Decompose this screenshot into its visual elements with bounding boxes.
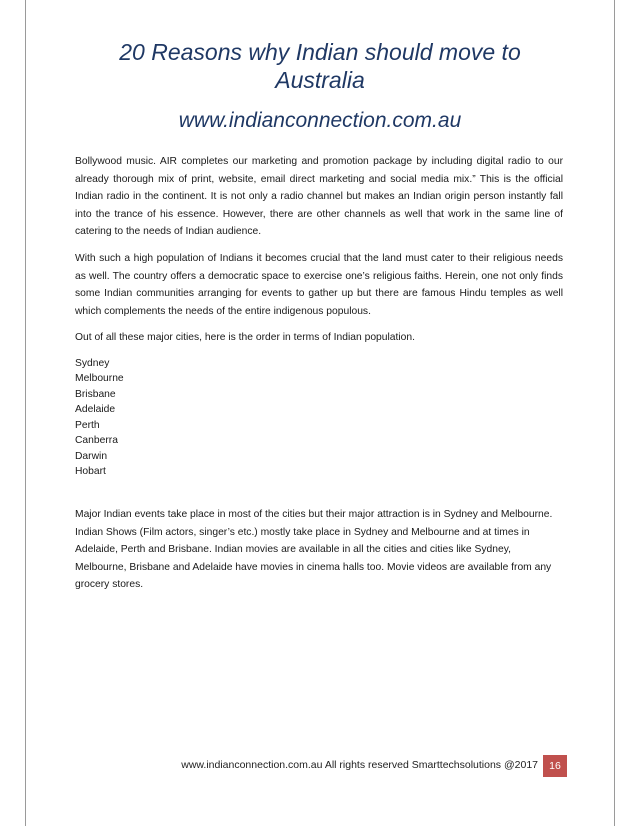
page-title: 20 Reasons why Indian should move to Australia: [119, 39, 521, 93]
page-footer: [0, 755, 638, 777]
city-list: [75, 356, 563, 480]
city-item: Brisbane: [75, 388, 116, 400]
paragraph-radio: Bollywood music. AIR completes our marketing and promotion package by including digital radio to our already thorough mix of print, website, email direct marketing and social media mix.” This is the official Indian radio in the continent. It is not only a radio channel but makes an Indian origin person instantly fall into the trance of his essence. However, there are other channels as well that work in the same line of catering to the needs of Indian audience.: [75, 156, 563, 238]
city-item: Canberra: [75, 435, 118, 447]
city-item: Sydney: [75, 357, 110, 369]
city-item: Perth: [75, 419, 100, 431]
site-url: www.indianconnection.com.au: [178, 109, 462, 132]
paragraph-events: Major Indian events take place in most of the cities but their major attraction is in Sydney and Melbourne. Indian Shows (Film actors, singer’s etc.) mostly take place in Sydney and Melbourne and at times in Adelaide, Perth and Brisbane. Indian movies are available in all the cities and cities like Sydney, Melbourne, Brisbane and Adelaide have movies in cinema halls too. Movie videos are available from any grocery stores.: [75, 508, 553, 591]
page-number: 16: [543, 755, 567, 777]
city-item: Melbourne: [75, 373, 124, 385]
paragraph-religion: With such a high population of Indians it becomes crucial that the land must cater to their religious needs as well. The country offers a democratic space to exercise one’s religious faiths. Herein, one not only finds some Indian communities arranging for events to gather up but there are famous Hindu temples as well which complements the needs of the entire indigenous populous.: [75, 252, 563, 317]
document-body: [75, 153, 563, 603]
city-item: Adelaide: [75, 404, 116, 416]
paragraph-city-intro: Out of all these major cities, here is the order in terms of Indian population.: [75, 332, 415, 344]
city-item: Darwin: [75, 450, 108, 462]
footer-text: www.indianconnection.com.au All rights reserved Smarttechsolutions @2017: [181, 759, 538, 771]
city-item: Hobart: [75, 466, 106, 478]
